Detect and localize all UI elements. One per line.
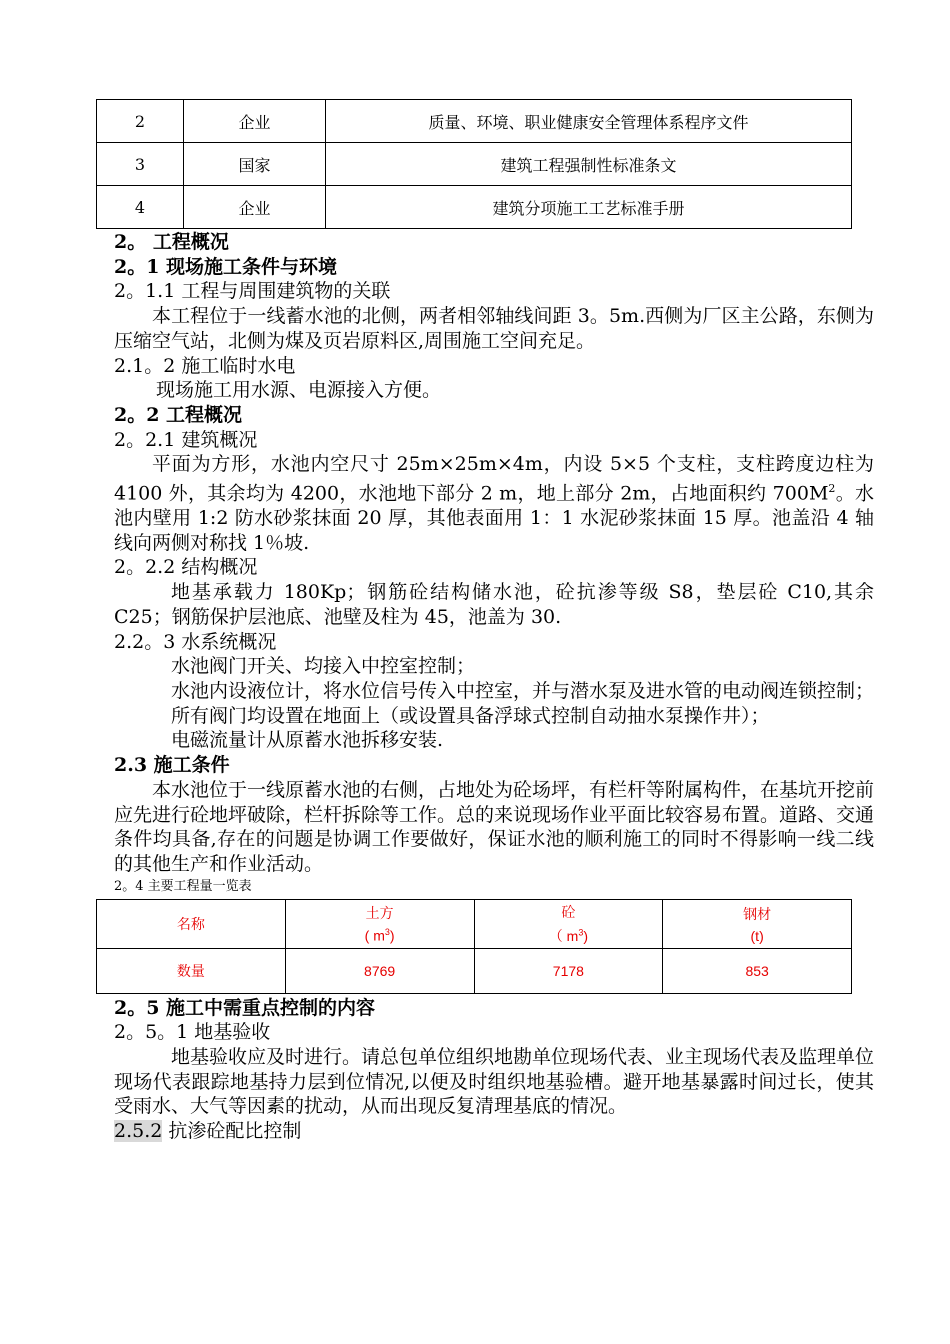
row-label: 数量 — [97, 948, 286, 993]
table-row — [97, 143, 852, 186]
section-heading: 2。5 施工中需重点控制的内容 — [114, 996, 376, 1019]
list-item: 所有阀门均设置在地面上（或设置具备浮球式控制自动抽水泵操作井）； — [171, 704, 770, 727]
table-caption: 2。4 主要工程量一览表 — [114, 878, 252, 894]
row-level: 企业 — [184, 186, 326, 229]
row-title: 建筑分项施工工艺标准手册 — [326, 186, 852, 229]
paragraph: 本工程位于一线蓄水池的北侧，两者相邻轴线间距 3。5m.西侧为厂区主公路，东侧为压缩空气站，北侧为煤及页岩原料区,周围施工空间充足。 — [114, 305, 874, 352]
column-unit — [475, 926, 663, 946]
unit-superscript: 3 — [384, 927, 390, 938]
list-item: 水池阀门开关、均接入中控室控制； — [171, 655, 476, 678]
row-title: 质量、环境、职业健康安全管理体系程序文件 — [326, 100, 852, 143]
column-name: 砼 — [561, 903, 576, 920]
row-number: 3 — [97, 143, 184, 186]
subsection-heading: 2。2.1 建筑概况 — [114, 428, 258, 451]
subsection-heading: 2。1.1 工程与周围建筑物的关联 — [114, 280, 391, 303]
unit-text: ) — [389, 927, 395, 944]
column-unit — [663, 928, 851, 944]
section-heading: 2。1 现场施工条件与环境 — [114, 255, 338, 278]
paragraph: 本水池位于一线原蓄水池的右侧，占地处为砼场坪，有栏杆等附属构件，在基坑开挖前应先进行砼地坪破除，栏杆拆除等工作。总的来说现场作业平面比较容易布置。道路、交通条件均具备,存在的问题是协调工作要做好，保证水池的顺利施工的同时不得影响一线二线的其他生产和作业活动。 — [114, 778, 875, 875]
unit-text: ( m — [364, 927, 385, 944]
table-row — [97, 948, 852, 993]
quantity-table — [96, 899, 852, 994]
table-row — [97, 899, 852, 948]
paragraph: 地基验收应及时进行。请总包单位组织地勘单位现场代表、业主现场代表及监理单位现场代表跟踪地基持力层到位情况,以便及时组织地基验槽。避开地基暴露时间过长，使其受雨水、大气等因素的扰动，从而出现反复清理基底的情况。 — [114, 1046, 875, 1118]
table-row — [97, 186, 852, 229]
table-cell: 8769 — [285, 948, 474, 993]
paragraph — [114, 452, 874, 555]
column-name: 钢材 — [743, 905, 772, 922]
header-label: 名称 — [97, 899, 286, 948]
paragraph: 现场施工用水源、电源接入方便。 — [156, 379, 442, 402]
unit-text: ) — [583, 927, 588, 944]
row-number: 4 — [97, 186, 184, 229]
row-level: 国家 — [184, 143, 326, 186]
table-cell: 7178 — [474, 948, 663, 993]
row-level: 企业 — [184, 100, 326, 143]
subsection-label: 抗渗砼配比控制 — [168, 1120, 302, 1143]
table-cell: 853 — [663, 948, 852, 993]
section-heading: 2.3 施工条件 — [114, 754, 230, 777]
table-row — [97, 100, 852, 143]
subsection-heading: 2.2。3 水系统概况 — [114, 630, 277, 653]
section-heading: 2。2 工程概况 — [114, 403, 243, 426]
highlighted-number: 2.5.2 — [114, 1120, 163, 1143]
unit-text: (t) — [750, 927, 764, 944]
row-title: 建筑工程强制性标准条文 — [326, 143, 852, 186]
column-header — [474, 899, 663, 948]
paragraph-text: 平面为方形，水池内空尺寸 25m×25m×4m，内设 5×5 个支柱，支柱跨度边柱为 4100 外，其余均为 4200，水池地下部分 2 m，地上部分 2m，占地面积约 700M — [114, 453, 874, 505]
unit-text: （ m — [548, 927, 579, 944]
subsection-heading: 2。5。1 地基验收 — [114, 1021, 271, 1044]
column-unit — [286, 927, 474, 944]
unit-superscript: 3 — [578, 926, 584, 937]
subsection-heading: 2。2.2 结构概况 — [114, 556, 258, 579]
superscript: 2 — [828, 482, 836, 496]
section-heading: 2。 工程概况 — [114, 231, 229, 253]
column-header — [663, 899, 852, 948]
subsection-heading: 2.1。2 施工临时水电 — [114, 354, 296, 377]
list-item: 水池内设液位计，将水位信号传入中控室，并与潜水泵及进水管的电动阀连锁控制； — [171, 679, 875, 702]
row-number: 2 — [97, 100, 184, 143]
document-body — [114, 230, 874, 1144]
paragraph-text: 。水池内壁用 1:2 防水砂浆抹面 20 厚，其他表面用 1：1 水泥砂浆抹面 15 厚。池盖沿 4 轴线向两侧对称找 1％坡. — [114, 482, 874, 554]
reference-standards-table — [96, 99, 852, 229]
paragraph: 地基承载力 180Kp；钢筋砼结构储水池，砼抗渗等级 S8，垫层砼 C10,其余 C25；钢筋保护层池底、池壁及柱为 45，池盖为 30. — [114, 581, 874, 628]
column-name: 土方 — [365, 905, 394, 922]
subsection-heading — [114, 1119, 874, 1144]
column-header — [285, 899, 474, 948]
list-item: 电磁流量计从原蓄水池拆移安装. — [171, 729, 444, 752]
